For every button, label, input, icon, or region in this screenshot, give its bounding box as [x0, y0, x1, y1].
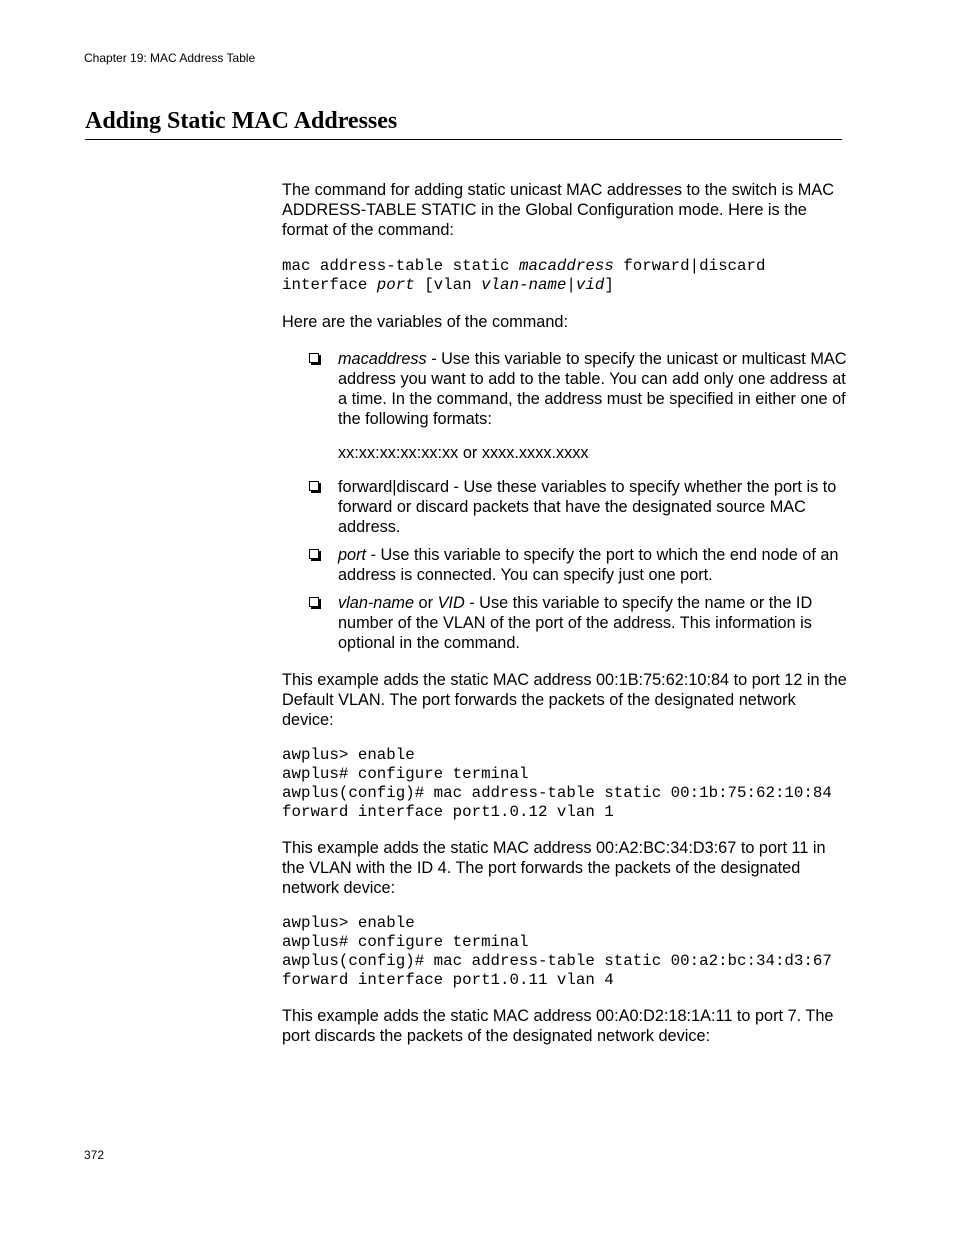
list-item	[282, 477, 848, 537]
variable-term: macaddress	[338, 350, 427, 368]
variable-description: - Use these variables to specify whether the port is to forward or discard packets that have the designated source MAC address.	[338, 478, 837, 536]
example-description: This example adds the static MAC address 00:A0:D2:18:1A:11 to port 7. The port discards the packets of the designated network device:	[282, 1007, 834, 1045]
list-item	[282, 349, 848, 463]
variable-term: VID	[437, 594, 465, 612]
variable-description: - Use this variable to specify the name or the ID number of the VLAN of the port of the address. This information is optional in the command.	[338, 594, 813, 652]
variable-description: - Use this variable to specify the port to which the end node of an address is connected. You can specify just one port.	[338, 546, 839, 584]
intro-paragraph: The command for adding static unicast MAC addresses to the switch is MAC ADDRESS-TABLE STATIC in the Global Configuration mode. Here is the format of the command:	[282, 181, 834, 239]
variable-connector: or	[414, 594, 438, 612]
running-head: Chapter 19: MAC Address Table	[84, 51, 256, 65]
variables-intro: Here are the variables of the command:	[282, 313, 568, 331]
variable-term: vlan-name	[338, 594, 415, 612]
command-syntax	[282, 257, 848, 295]
variables-list	[282, 349, 848, 653]
box-bullet-icon	[309, 549, 319, 559]
list-item	[282, 545, 848, 585]
variable-term: port	[338, 546, 367, 564]
example-code: awplus> enable awplus# configure terminal awplus(config)# mac address-table static 00:a2:bc:34:d3:67 forward interface port1.0.11 vlan 4	[282, 914, 832, 989]
box-bullet-icon	[309, 353, 319, 363]
syntax-text: [vlan	[414, 276, 482, 294]
example-description: This example adds the static MAC address 00:A2:BC:34:D3:67 to port 11 in the VLAN with the ID 4. The port forwards the packets of the designated network device:	[282, 839, 826, 897]
example-code: awplus> enable awplus# configure terminal awplus(config)# mac address-table static 00:1b:75:62:10:84 forward interface port1.0.12 vlan 1	[282, 746, 832, 821]
title-rule	[85, 139, 842, 140]
body-content	[282, 180, 848, 1046]
example-description: This example adds the static MAC address 00:1B:75:62:10:84 to port 12 in the Default VLAN. The port forwards the packets of the designated network device:	[282, 671, 847, 729]
address-formats: xx:xx:xx:xx:xx:xx or xxxx.xxxx.xxxx	[338, 444, 589, 462]
variable-description: - Use this variable to specify the unicast or multicast MAC address you want to add to the table. You can add only one address at a time. In the command, the address must be specified in either one of the following formats:	[338, 350, 847, 428]
list-item	[282, 593, 848, 653]
syntax-text: forward|discard	[613, 257, 766, 275]
box-bullet-icon	[309, 481, 319, 491]
syntax-variable: macaddress	[519, 257, 614, 275]
section-title: Adding Static MAC Addresses	[85, 108, 398, 134]
variable-term: forward|discard	[338, 478, 450, 496]
page-number: 372	[84, 1148, 105, 1162]
syntax-text: ]	[604, 276, 614, 294]
box-bullet-icon	[309, 597, 319, 607]
syntax-variable: vlan-name|vid	[481, 276, 605, 294]
syntax-variable: port	[376, 276, 415, 294]
syntax-text: mac address-table static	[282, 257, 519, 275]
syntax-text: interface	[282, 276, 377, 294]
